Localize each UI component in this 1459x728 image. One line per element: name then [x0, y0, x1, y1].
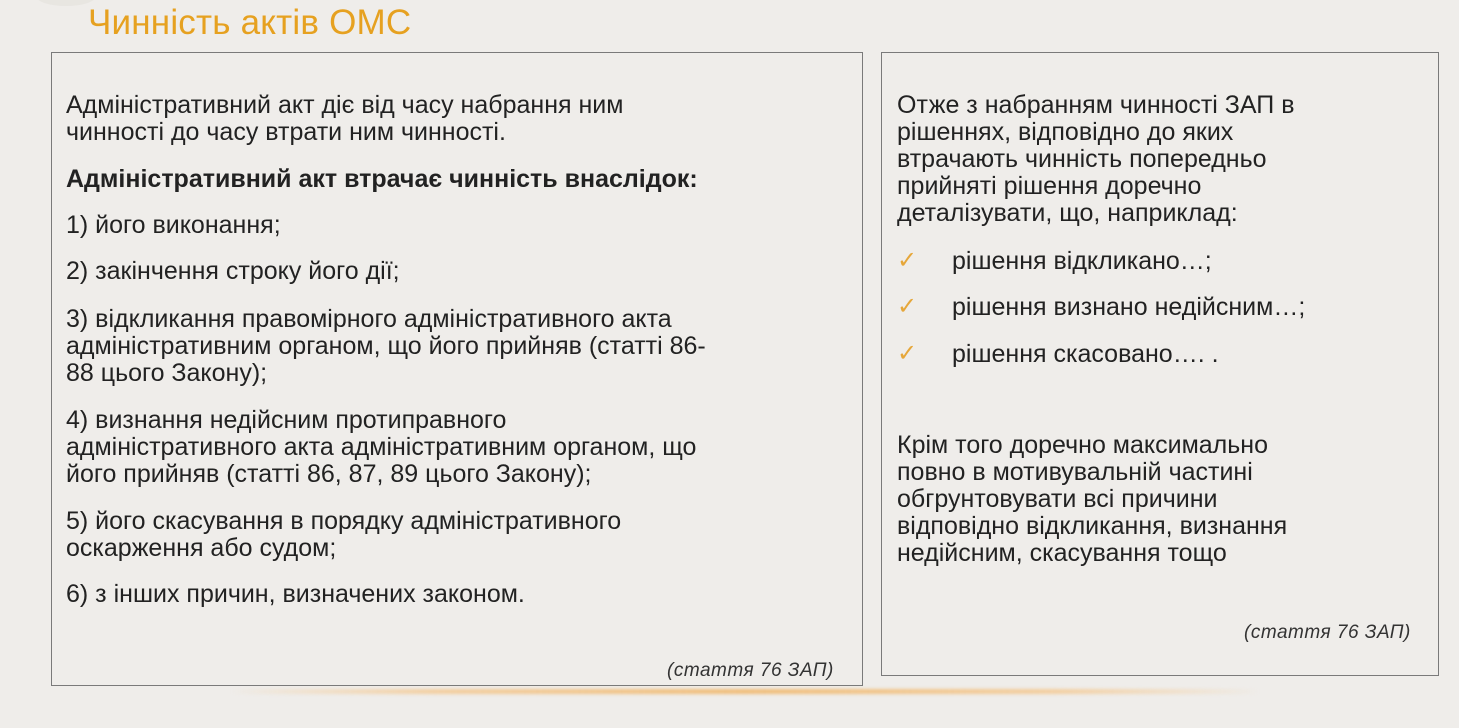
right-intro-line-4: прийняті рішення доречно: [897, 172, 1202, 200]
left-citation: (стаття 76 ЗАП): [667, 660, 834, 681]
checkmark-icon: ✓: [897, 292, 918, 320]
checkmark-icon: ✓: [897, 339, 918, 367]
list-item-6: 6) з інших причин, визначених законом.: [66, 580, 525, 608]
list-item-3-line-3: 88 цього Закону);: [66, 359, 268, 387]
right-intro-line-2: рішеннях, відповідно до яких: [897, 118, 1234, 146]
list-item-4-line-2: адміністративного акта адміністративним органом, що: [66, 433, 697, 461]
left-intro-line-2: чинності до часу втрати ним чинності.: [66, 118, 506, 146]
left-intro-line-1: Адміністративний акт діє від часу набрання ним: [66, 91, 624, 119]
list-item-4-line-1: 4) визнання недійсним протиправного: [66, 406, 507, 434]
bullet-item-1: рішення відкликано…;: [952, 247, 1212, 275]
corner-decoration: [36, 0, 96, 6]
right-intro-line-3: втрачають чинність попередньо: [897, 145, 1267, 173]
list-item-3-line-2: адміністративним органом, що його прийняв (статті 86-: [66, 332, 706, 360]
checkmark-icon: ✓: [897, 246, 918, 274]
slide-title: Чинність актів ОМС: [88, 3, 412, 42]
decorative-divider: [230, 689, 1260, 694]
right-intro-line-1: Отже з набранням чинності ЗАП в: [897, 91, 1295, 119]
bullet-item-2: рішення визнано недійсним…;: [952, 293, 1306, 321]
right-closing-line-1: Крім того доречно максимально: [897, 431, 1268, 459]
list-item-1: 1) його виконання;: [66, 211, 281, 239]
right-closing-line-2: повно в мотивувальній частині: [897, 458, 1253, 486]
left-heading: Адміністративний акт втрачає чинність внаслідок:: [66, 165, 698, 193]
left-panel: [51, 52, 863, 686]
right-citation: (стаття 76 ЗАП): [1244, 622, 1411, 643]
list-item-2: 2) закінчення строку його дії;: [66, 257, 400, 285]
list-item-5-line-2: оскарження або судом;: [66, 534, 337, 562]
list-item-5-line-1: 5) його скасування в порядку адміністративного: [66, 507, 622, 535]
right-panel: [881, 52, 1439, 676]
right-closing-line-5: недійсним, скасування тощо: [897, 539, 1227, 567]
bullet-item-3: рішення скасовано…. .: [952, 340, 1219, 368]
right-intro-line-5: деталізувати, що, наприклад:: [897, 199, 1238, 227]
right-closing-line-4: відповідно відкликання, визнання: [897, 512, 1288, 540]
list-item-4-line-3: його прийняв (статті 86, 87, 89 цього Закону);: [66, 460, 592, 488]
list-item-3-line-1: 3) відкликання правомірного адміністративного акта: [66, 305, 672, 333]
right-closing-line-3: обгрунтовувати всі причини: [897, 485, 1218, 513]
